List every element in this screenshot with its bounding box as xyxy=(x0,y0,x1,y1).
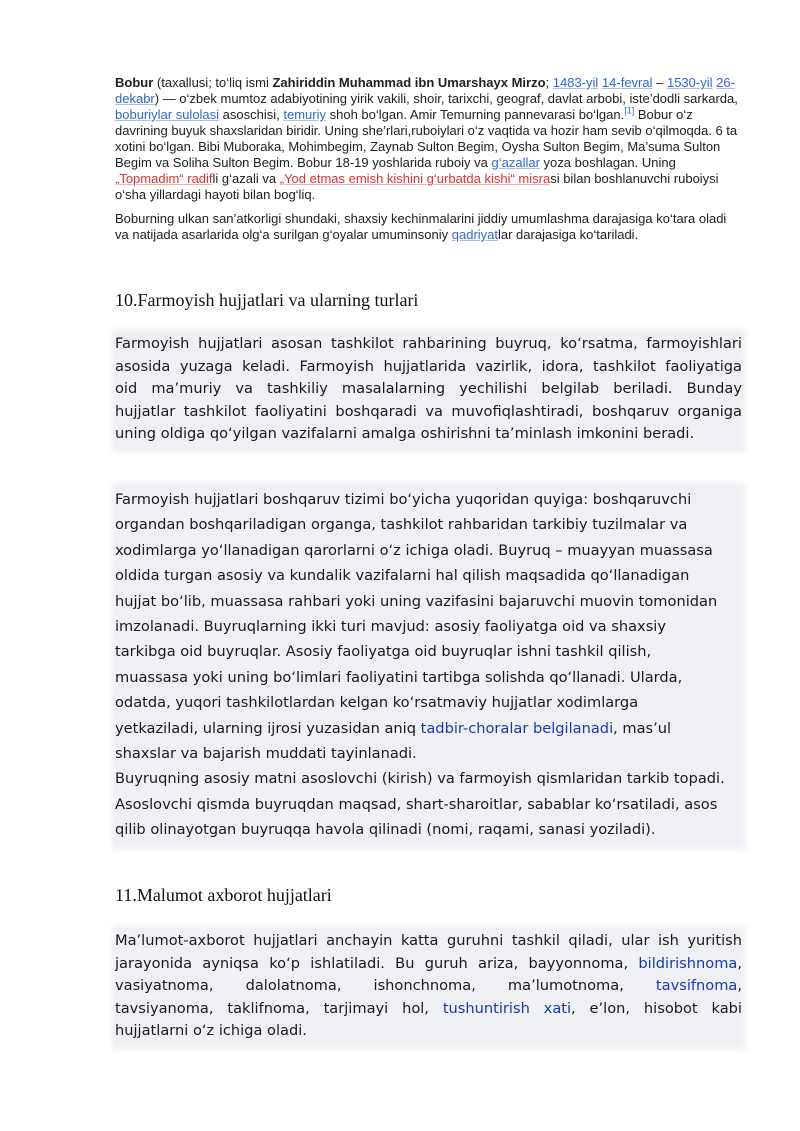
wiki-text: (taxallusi; to‘liq ismi xyxy=(153,75,273,90)
wiki-text: shoh bo‘lgan. Amir Temurning pannevarasi bo‘lgan. xyxy=(326,107,625,122)
text-fragment: , xyxy=(737,977,742,994)
farmoyish-details-paragraph xyxy=(115,487,742,843)
text-fragment: jarayonida ayniqsa ko‘p ishlatiladi. Bu guruh ariza, bayyonnoma, xyxy=(115,954,639,972)
wiki-text: Boburning ulkan san’atkorligi shundaki, shaxsiy kechinmalarini jiddiy umumlashma darajasiga ko‘tara oladi va natijada asarlarida olg‘a surilgan g‘oyalar umuminsoniy xyxy=(115,211,727,242)
text-line: muassasa yoki uning bo‘limlari faoliyatini tartibga solishda qo‘llanadi. Ularda, xyxy=(115,668,683,686)
text-line: Farmoyish hujjatlari boshqaruv tizimi bo‘yicha yuqoridan quyiga: boshqaruvchi xyxy=(115,491,692,508)
text-fragment: , xyxy=(737,954,742,972)
text-fragment: , e’lon, hisobot kabi xyxy=(571,999,742,1017)
link-year-1530[interactable]: 1530-yil xyxy=(666,75,713,90)
text-line: uning oldiga qo‘yilgan vazifalarni amalga oshirishni ta’minlash imkonini beradi. xyxy=(115,425,695,442)
text-line: Ma’lumot-axborot hujjatlari anchayin katta guruhni tashkil qiladi, ular ish yuritish xyxy=(115,932,742,949)
link-qadriyat[interactable]: qadriyat xyxy=(451,227,498,242)
text-line: Farmoyish hujjatlari asosan tashkilot rahbarining buyruq, ko‘rsatma, farmoyishlari xyxy=(115,335,742,352)
text-line: shaxslar va bajarish muddati tayinlanadi. xyxy=(115,745,417,763)
wiki-text: ; xyxy=(545,75,553,90)
text-line: Buyruqning asosiy matni asoslovchi (kirish) va farmoyish qismlaridan tarkib topadi. xyxy=(115,770,725,788)
link-temuriy[interactable]: temuriy xyxy=(283,107,326,122)
wiki-text: li g‘azali va xyxy=(212,171,280,186)
text-line: organdan boshqariladigan organga, tashkilot rahbaridan tarkibiy tuzilmalar va xyxy=(115,516,688,534)
malumot-paragraph xyxy=(115,930,742,1043)
heading-section-11: 11.Malumot axborot hujjatlari xyxy=(115,885,332,905)
text-line: odatda, yuqori tashkilotlardan kelgan ko‘rsatmaviy hujjatlar xodimlarga xyxy=(115,694,639,712)
text-line: qilib olinayotgan buyruqqa havola qilinadi (nomi, raqami, sanasi yoziladi). xyxy=(115,821,656,839)
link-gazallar[interactable]: g‘azallar xyxy=(491,155,540,170)
wiki-text: ) — o‘zbek mumtoz adabiyotining yirik vakili, shoir, tarixchi, geograf, davlat arbobi, iste’dodli sarkarda, xyxy=(154,91,738,106)
bobur-fullname: Zahiriddin Muhammad ibn Umarshayx Mirzo xyxy=(272,75,546,90)
bobur-name: Bobur xyxy=(115,75,154,90)
wiki-text: Bobur o‘z davrining buyuk shaxslaridan biridir. Uning she’rlari,ruboiylari o‘z vaqtida va hozir ham sevib o‘qilmoqda. 6 ta xotini bo‘lgan. Bibi Muboraka, Mohimbegim, Zaynab Sulton Begim, Oysha Sulton Begim, Ma’suma Sulton Begim va Soliha Sulton Begim. Bobur 18-19 yoshlarida ruboiy va xyxy=(115,107,738,170)
wiki-paragraph-1 xyxy=(115,75,740,203)
wiki-excerpt xyxy=(115,75,740,251)
text-line: Asoslovchi qismda buyruqdan maqsad, shart-sharoitlar, sabablar ko‘rsatiladi, asos xyxy=(115,795,718,813)
wiki-paragraph-2 xyxy=(115,211,740,243)
link-boburiylar-sulolasi[interactable]: boburiylar sulolasi xyxy=(115,107,220,122)
text-fragment: tavsiyanoma, taklifnoma, tarjimayi hol, xyxy=(115,999,443,1017)
text-line xyxy=(115,975,742,998)
link-tavsifnoma[interactable]: tavsifnoma xyxy=(655,977,738,994)
link-year-1483[interactable]: 1483-yil xyxy=(552,75,599,90)
heading-section-10: 10.Farmoyish hujjatlari va ularning turlari xyxy=(115,290,419,310)
text-fragment: yetkaziladi, ularning ijrosi yuzasidan aniq xyxy=(115,719,421,737)
link-date-26-dekabr[interactable]: 26-dekabr xyxy=(115,75,735,106)
wiki-text: si bilan boshlanuvchi ruboiysi o‘sha yillardagi hayoti bilan bog‘liq. xyxy=(115,171,719,202)
farmoyish-intro-paragraph xyxy=(115,333,742,446)
text-line: xodimlarga yo‘llanadigan qarorlarni o‘z ichiga oladi. Buyruq – muayyan muassasa xyxy=(115,541,713,559)
text-line: hujjatlarni o‘z ichiga oladi. xyxy=(115,1022,307,1039)
reference-link[interactable]: [1] xyxy=(624,105,635,116)
wiki-text: yoza boshlagan. Uning xyxy=(539,155,676,170)
wiki-text: asoschisi, xyxy=(219,107,284,122)
text-line xyxy=(115,998,742,1021)
link-tushuntirish-xati[interactable]: tushuntirish xati xyxy=(442,999,572,1017)
text-line: oid ma’muriy va tashkiliy masalalarning yechilishi belgilab beriladi. Bunday xyxy=(115,380,742,397)
wiki-text: – xyxy=(652,75,667,90)
link-tadbir-choralar[interactable]: tadbir-choralar belgilanadi xyxy=(420,719,614,737)
redlink-topmadim[interactable]: „Topmadim“ radif xyxy=(115,171,213,186)
redlink-yod-etmas[interactable]: „Yod etmas emish kishini g‘urbatda kishi“ misra xyxy=(279,171,551,186)
text-line: tarkibga oid buyruqlar. Asosiy faoliyatga oid buyruqlar ishni tashkil qilish, xyxy=(115,643,652,661)
text-line: imzolanadi. Buyruqlarning ikki turi mavjud: asosiy faoliyatga oid va shaxsiy xyxy=(115,618,666,636)
text-line: asosida yuzaga keladi. Farmoyish hujjatlarida vazirlik, idora, tashkilot faoliyatiga xyxy=(115,357,742,375)
text-line xyxy=(115,716,742,741)
text-line: hujjat bo‘lib, muassasa rahbari yoki uning vazifasini bajaruvchi muovin tomonidan xyxy=(115,592,718,610)
text-line xyxy=(115,953,742,976)
text-fragment: , mas’ul xyxy=(613,719,672,737)
link-date-14-fevral[interactable]: 14-fevral xyxy=(601,75,653,90)
text-line: hujjatlar tashkilot faoliyatini boshqaradi va muvofiqlashtiradi, boshqaruv organiga xyxy=(115,402,742,420)
link-bildirishnoma[interactable]: bildirishnoma xyxy=(638,954,738,972)
text-line: oldida turgan asosiy va kundalik vazifalarni hal qilish maqsadida qo‘llanadigan xyxy=(115,567,690,585)
text-fragment: vasiyatnoma, dalolatnoma, ishonchnoma, ma’lumotnoma, xyxy=(115,977,656,994)
wiki-text: lar darajasiga ko‘tariladi. xyxy=(498,227,639,242)
